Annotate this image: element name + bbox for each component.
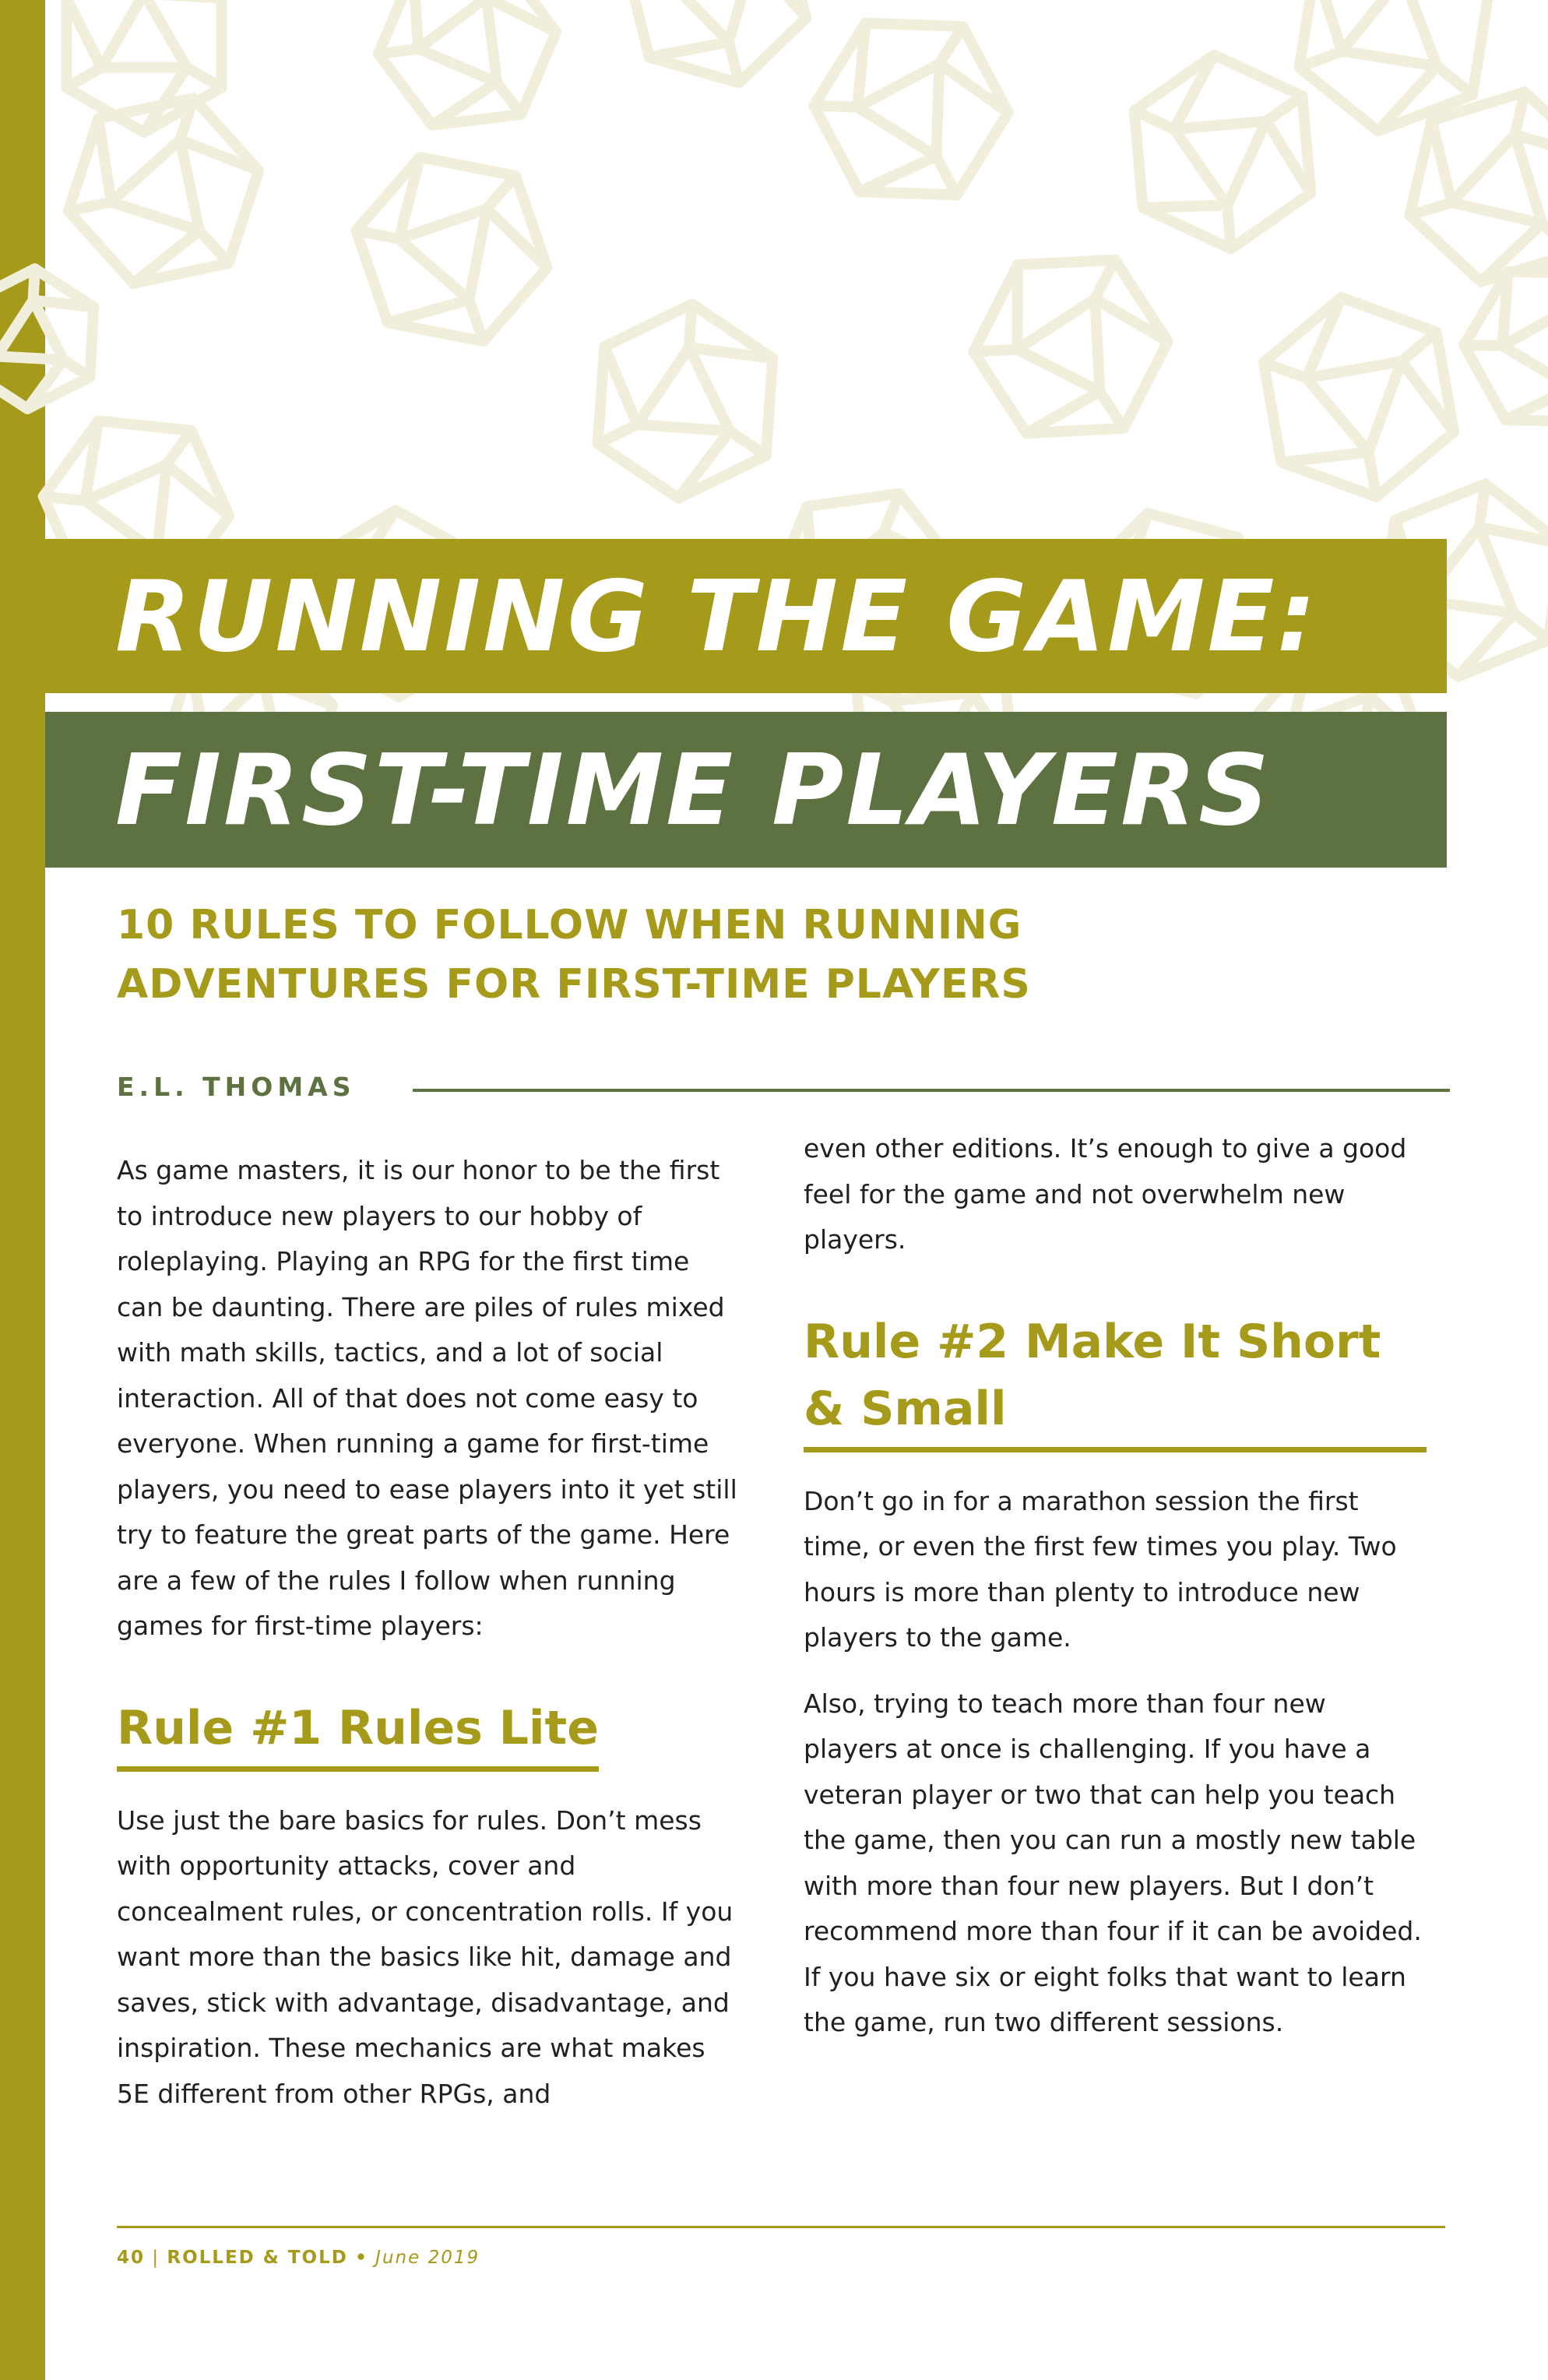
subtitle-line-2: ADVENTURES FOR FIRST-TIME PLAYERS — [117, 961, 1031, 1008]
intro-paragraph: As game masters, it is our honor to be the first to introduce new players to our hobby of roleplaying. Playing an RPG for the first time can be daunting. There are piles of rules mixed with math skills, tactics, and a lot of social interaction. All of that does not come easy to everyone. When running a game for first-time players, you need to ease players into it yet still try to feature the great parts of the game. Here are a few of the rules I follow when running games for first-time players: — [117, 1155, 737, 1641]
rule-1-heading: Rule #1 Rules Lite — [117, 1695, 599, 1772]
d20-die-icon — [594, 298, 776, 504]
footer-bullet: • — [355, 2248, 368, 2268]
publication-name: ROLLED & TOLD — [167, 2248, 348, 2268]
page-number: 40 — [117, 2248, 146, 2268]
footer-separator: | — [152, 2248, 160, 2268]
d20-die-icon — [324, 121, 579, 378]
column-right — [804, 1133, 1427, 2066]
page-footer — [117, 2248, 480, 2268]
subtitle-line-1: 10 RULES TO FOLLOW WHEN RUNNING — [117, 902, 1022, 949]
title-band-top — [45, 539, 1447, 693]
rule-2-paragraph-2: Also, trying to teach more than four new players at once is challenging. If you have a veteran player or two that can help you teach the game, then you can run a mostly new table with more than four new players. But I don’t recommend more than four if it can be avoided. If you have six or eight folks that want to learn the game, run two different sessions. — [804, 1688, 1422, 2037]
title-line-1: RUNNING THE GAME: — [115, 558, 1318, 674]
rule-2-heading: Rule #2 Make It Short & Small — [804, 1308, 1427, 1452]
d20-die-icon — [952, 221, 1190, 471]
d20-die-icon — [53, 72, 273, 310]
d20-die-icon — [1291, 0, 1496, 145]
column-left — [117, 1148, 740, 2137]
rule-1-body: Use just the bare basics for rules. Don’t mess with opportunity attacks, cover and concealment rules, or concentration rolls. If you want more than the basics like hit, damage and saves, stick with advantage, disadvantage, and inspiration. These mechanics are what makes 5E different from other RPGs, and — [117, 1804, 734, 2109]
title-line-2: FIRST-TIME PLAYERS — [115, 732, 1272, 847]
subtitle — [117, 896, 1051, 1014]
footer-rule — [117, 2226, 1445, 2228]
d20-die-icon — [593, 0, 839, 115]
author-name: E.L. THOMAS — [117, 1072, 356, 1102]
rule-2-paragraph-1: Don’t go in for a marathon session the first time, or even the first few times you play. Two hours is more than plenty to introduce new players to the game. — [804, 1485, 1397, 1653]
continuation-paragraph: even other editions. It’s enough to give a good feel for the game and not overwhelm new players. — [804, 1133, 1407, 1255]
issue-date: June 2019 — [375, 2248, 480, 2268]
d20-die-icon — [361, 0, 573, 156]
d20-die-icon — [1225, 265, 1493, 530]
d20-die-icon — [0, 266, 96, 412]
byline — [117, 1072, 1450, 1111]
byline-rule — [413, 1089, 1450, 1092]
title-band-bottom — [45, 712, 1447, 868]
d20-die-icon — [788, 0, 1034, 236]
